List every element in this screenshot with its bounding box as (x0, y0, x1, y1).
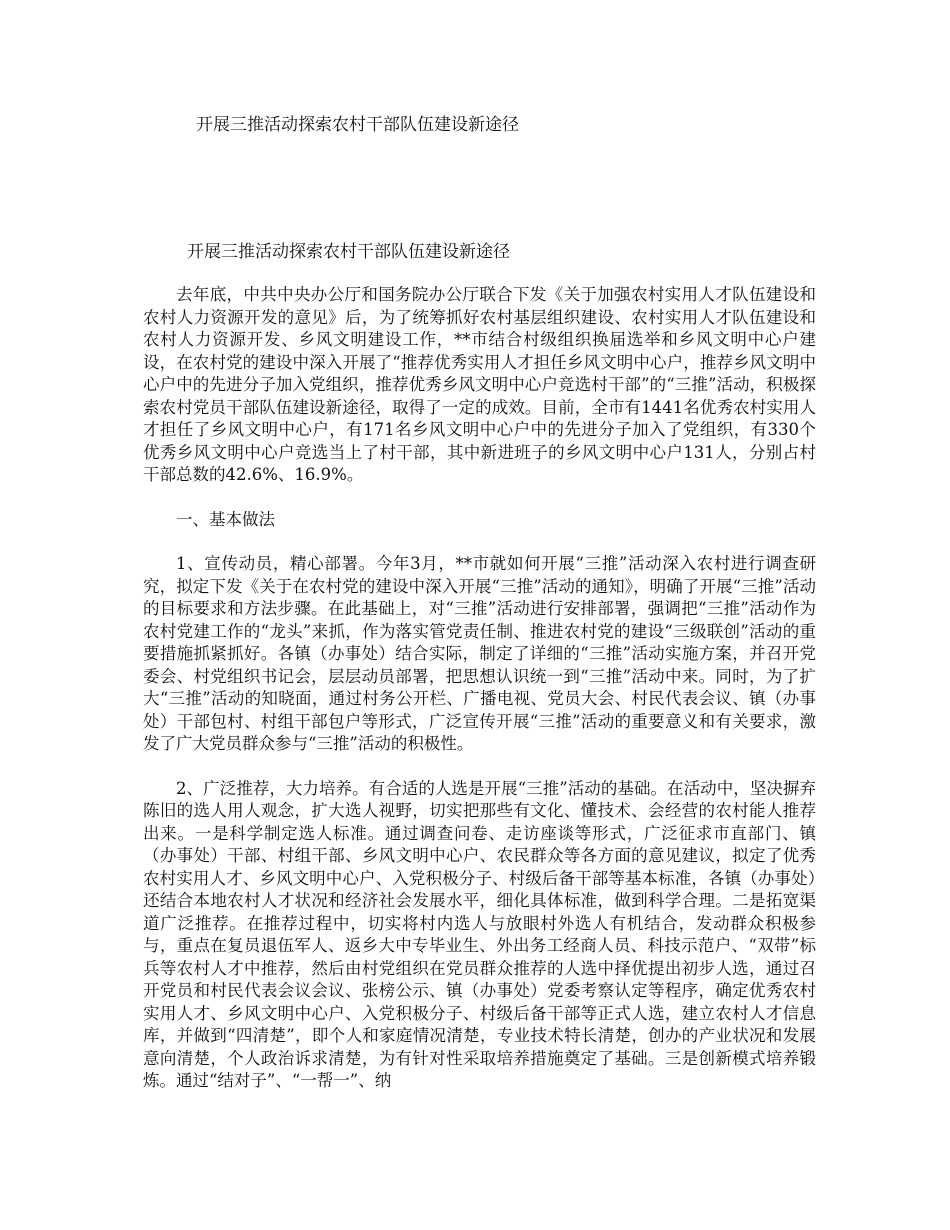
paragraph-1: 1、宣传动员，精心部署。今年3月，**市就如何开展“三推”活动深入农村进行调查研究，拟定下发《关于在农村党的建设中深入开展“三推”活动的通知》，明确了开展“三推”活动的目标要求和方法步骤。在此基础上，对“三推”活动进行安排部署，强调把“三推”活动作为农村党建工作的“龙头”来抓，作为落实管党责任制、推进农村党的建设“三级联创”活动的重要措施抓紧抓好。各镇（办事处）结合实际，制定了详细的“三推”活动实施方案，并召开党委会、村党组织书记会，层层动员部署，把思想认识统一到“三推”活动中来。同时，为了扩大“三推”活动的知晓面，通过村务公开栏、广播电视、党员大会、村民代表会议、镇（办事处）干部包村、村组干部包户等形式，广泛宣传开展“三推”活动的重要意义和有关要求，激发了广大党员群众参与“三推”活动的积极性。 (143, 554, 816, 753)
section-heading: 一、基本做法 (176, 509, 275, 529)
paragraph-2: 2、广泛推荐，大力培养。有合适的人选是开展“三推”活动的基础。在活动中，坚决摒弃陈旧的选人用人观念，扩大选人视野，切实把那些有文化、懂技术、会经营的农村能人推荐出来。一是科学制定选人标准。通过调查问卷、走访座谈等形式，广泛征求市直部门、镇（办事处）干部、村组干部、乡风文明中心户、农民群众等各方面的意见建议，拟定了优秀农村实用人才、乡风文明中心户、入党积极分子、村级后备干部等基本标准，各镇（办事处）还结合本地农村人才状况和经济社会发展水平，细化具体标准，做到科学合理。二是拓宽渠道广泛推荐。在推荐过程中，切实将村内选人与放眼村外选人有机结合，发动群众积极参与，重点在复员退伍军人、返乡大中专毕业生、外出务工经商人员、科技示范户、“双带”标兵等农村人才中推荐，然后由村党组织在党员群众推荐的人选中择优提出初步人选，通过召开党员和村民代表会议会议、张榜公示、镇（办事处）党委考察认定等程序，确定优秀农村实用人才、乡风文明中心户、入党积极分子、村级后备干部等正式人选，建立农村人才信息库，并做到“四清楚”，即个人和家庭情况清楚，专业技术特长清楚，创办的产业状况和发展意向清楚，个人政治诉求清楚，为有针对性采取培养措施奠定了基础。三是创新模式培养锻炼。通过“结对子”、“一帮一”、纳 (143, 778, 816, 1090)
document-body (143, 284, 816, 1115)
paragraph-intro: 去年底，中共中央办公厅和国务院办公厅联合下发《关于加强农村实用人才队伍建设和农村人力资源开发的意见》后，为了统筹抓好农村基层组织建设、农村实用人才队伍建设和农村人力资源开发、乡风文明建设工作，**市结合村级组织换届选举和乡风文明中心户建设，在农村党的建设中深入开展了“推荐优秀实用人才担任乡风文明中心户，推荐乡风文明中心户中的先进分子加入党组织，推荐优秀乡风文明中心户竞选村干部”的“三推”活动，积极探索农村党员干部队伍建设新途径，取得了一定的成效。目前，全市有1441名优秀农村实用人才担任了乡风文明中心户，有171名乡风文明中心户中的先进分子加入了党组织，有330个优秀乡风文明中心户竞选当上了村干部，其中新进班子的乡风文明中心户131人，分别占村干部总数的42.6%、16.9%。 (143, 285, 816, 484)
document-title: 开展三推活动探索农村干部队伍建设新途径 (187, 242, 510, 262)
header-title: 开展三推活动探索农村干部队伍建设新途径 (196, 115, 519, 135)
